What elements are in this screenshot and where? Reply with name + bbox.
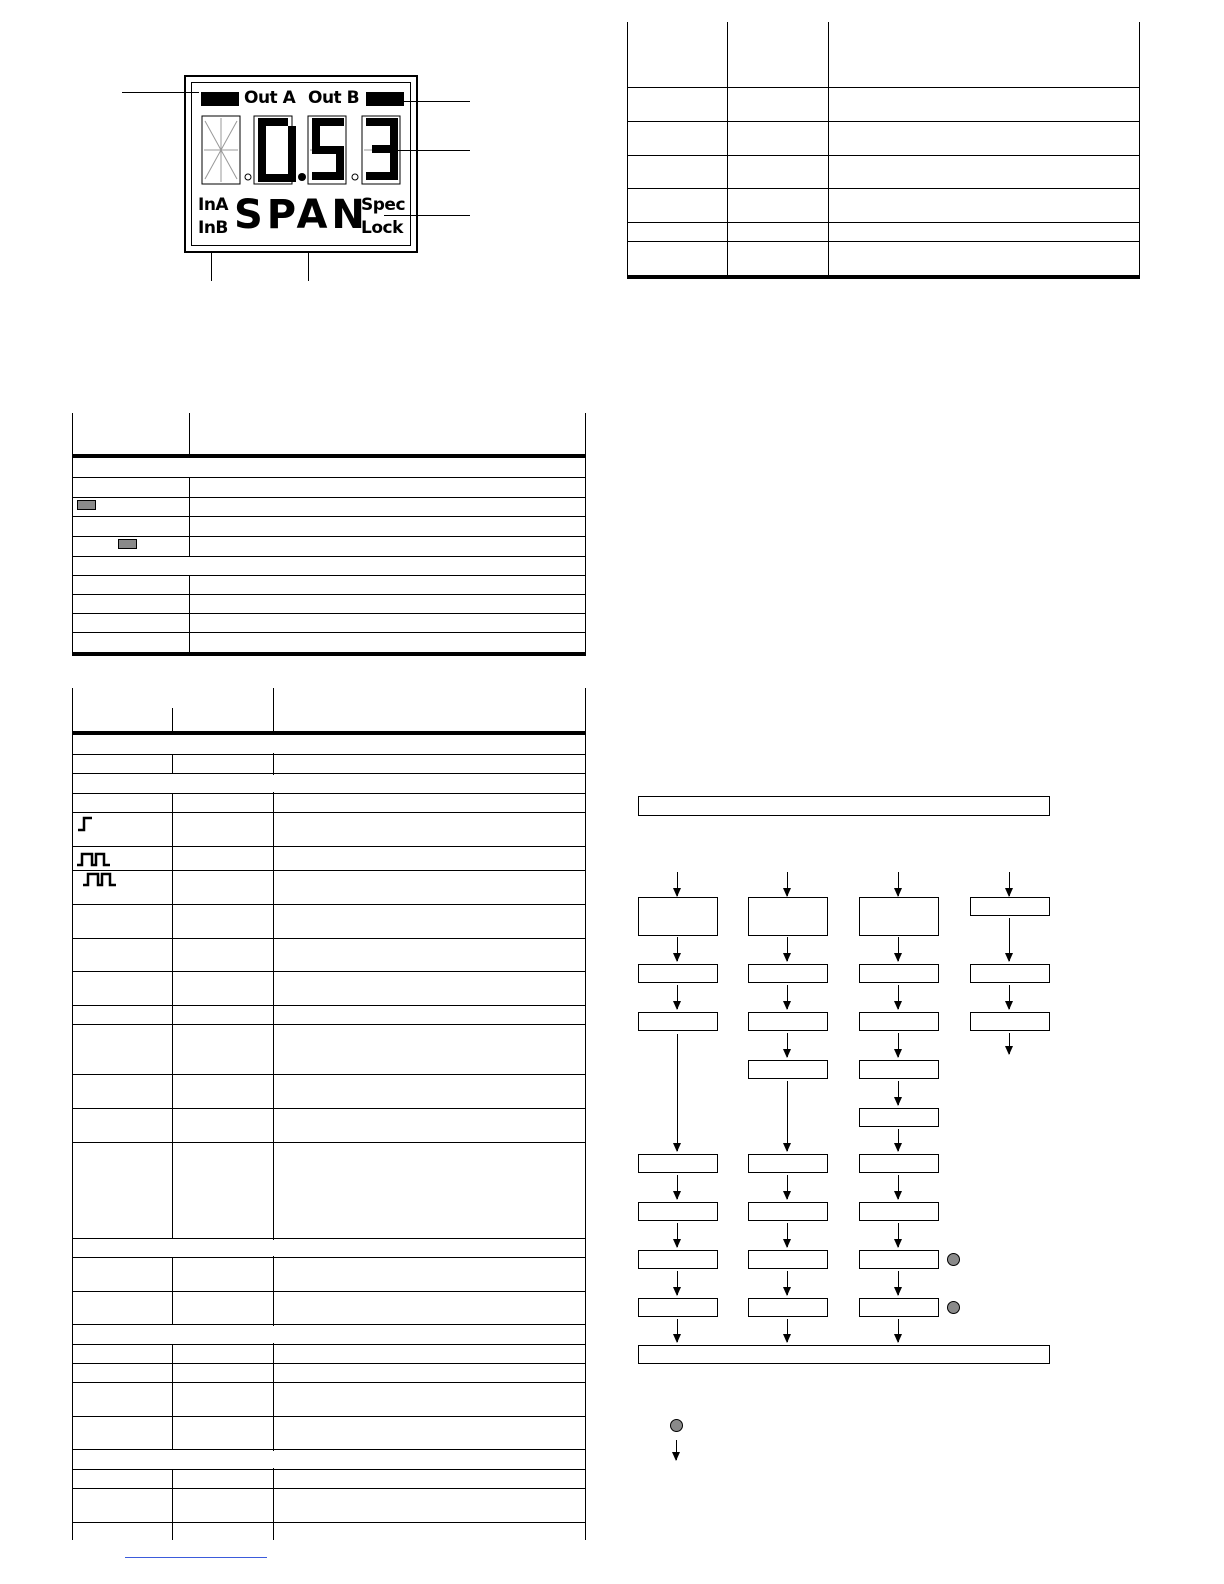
- flow-box: [970, 897, 1050, 916]
- flow-box: [748, 1250, 828, 1269]
- table-column-divider: [727, 22, 728, 276]
- leader-out-b: [392, 101, 470, 102]
- flow-box: [638, 1154, 718, 1173]
- table-column-divider: [189, 413, 190, 456]
- table-border: [1139, 22, 1140, 276]
- flow-box: [748, 964, 828, 983]
- table-row-divider: [72, 594, 586, 595]
- table-bottom-rule: [627, 275, 1140, 279]
- flow-box: [859, 1202, 939, 1221]
- lock-label: Lock: [361, 218, 403, 238]
- table-column-divider: [189, 575, 190, 654]
- leader-ina: [211, 253, 212, 281]
- flow-bottom-bar: [638, 1345, 1050, 1364]
- flow-box: [748, 1202, 828, 1221]
- flow-box: [859, 1250, 939, 1269]
- flow-box: [748, 1154, 828, 1173]
- seven-segment-digits: [196, 113, 408, 189]
- table-bottom-rule: [72, 652, 586, 656]
- flow-box: [859, 1060, 939, 1079]
- flow-box: [748, 1298, 828, 1317]
- table-row-divider: [627, 87, 1140, 88]
- out-b-indicator: [366, 92, 404, 106]
- rising-edge-icon: [76, 816, 96, 832]
- table-column-divider: [273, 688, 274, 1540]
- lcd-display: [184, 75, 418, 253]
- gray-indicator-swatch: [77, 500, 96, 510]
- pulse-icon: [76, 852, 112, 867]
- table-row-divider: [72, 575, 586, 576]
- table-row-divider: [72, 477, 586, 478]
- leader-digits: [380, 150, 470, 151]
- table-row-divider: [627, 222, 1140, 223]
- ina-label: InA: [198, 195, 229, 215]
- out-a-label: Out A: [244, 88, 296, 108]
- leader-out-a: [122, 92, 199, 93]
- flow-box: [638, 1298, 718, 1317]
- table-column-divider: [172, 708, 173, 733]
- table-row-divider: [72, 632, 586, 633]
- flow-box: [638, 964, 718, 983]
- flow-box: [859, 897, 939, 936]
- table-row-divider: [72, 556, 586, 557]
- flow-box: [638, 897, 718, 936]
- table-header-rule: [72, 454, 586, 458]
- table-row-divider: [627, 121, 1140, 122]
- out-a-indicator: [201, 92, 239, 106]
- table-border: [72, 688, 73, 1540]
- leader-spec: [384, 215, 470, 216]
- footer-link-underline[interactable]: [125, 1557, 267, 1558]
- out-b-label: Out B: [308, 88, 360, 108]
- table-border: [627, 22, 628, 276]
- table-row-divider: [72, 613, 586, 614]
- flow-box: [638, 1202, 718, 1221]
- flow-box: [638, 1250, 718, 1269]
- table-column-divider: [828, 22, 829, 276]
- pulse-icon: [82, 872, 118, 887]
- table-row-divider: [627, 241, 1140, 242]
- legend-arrow: [676, 1440, 677, 1460]
- flow-box: [748, 897, 828, 936]
- table-border: [72, 413, 73, 655]
- flow-box: [859, 1298, 939, 1317]
- table-row-divider: [72, 516, 586, 517]
- flow-box: [859, 1154, 939, 1173]
- flow-box: [859, 1012, 939, 1031]
- flow-box: [859, 1108, 939, 1127]
- flow-box: [859, 964, 939, 983]
- gray-marker-dot: [947, 1253, 960, 1266]
- flow-box: [748, 1012, 828, 1031]
- table-row-divider: [627, 188, 1140, 189]
- inb-label: InB: [198, 218, 228, 238]
- span-segments: SPAN: [234, 192, 369, 238]
- flow-box: [970, 1012, 1050, 1031]
- flow-top-bar: [638, 796, 1050, 816]
- flow-box: [748, 1060, 828, 1079]
- table-row-divider: [72, 536, 586, 537]
- table-border: [585, 688, 586, 1540]
- gray-marker-dot: [947, 1301, 960, 1314]
- flow-box: [970, 964, 1050, 983]
- flow-box: [638, 1012, 718, 1031]
- table-border: [585, 413, 586, 655]
- leader-span: [308, 253, 309, 281]
- table-row-divider: [72, 497, 586, 498]
- spec-label: Spec: [361, 195, 406, 215]
- legend-marker-dot: [670, 1419, 683, 1432]
- gray-indicator-swatch: [118, 539, 137, 549]
- table-row-divider: [627, 155, 1140, 156]
